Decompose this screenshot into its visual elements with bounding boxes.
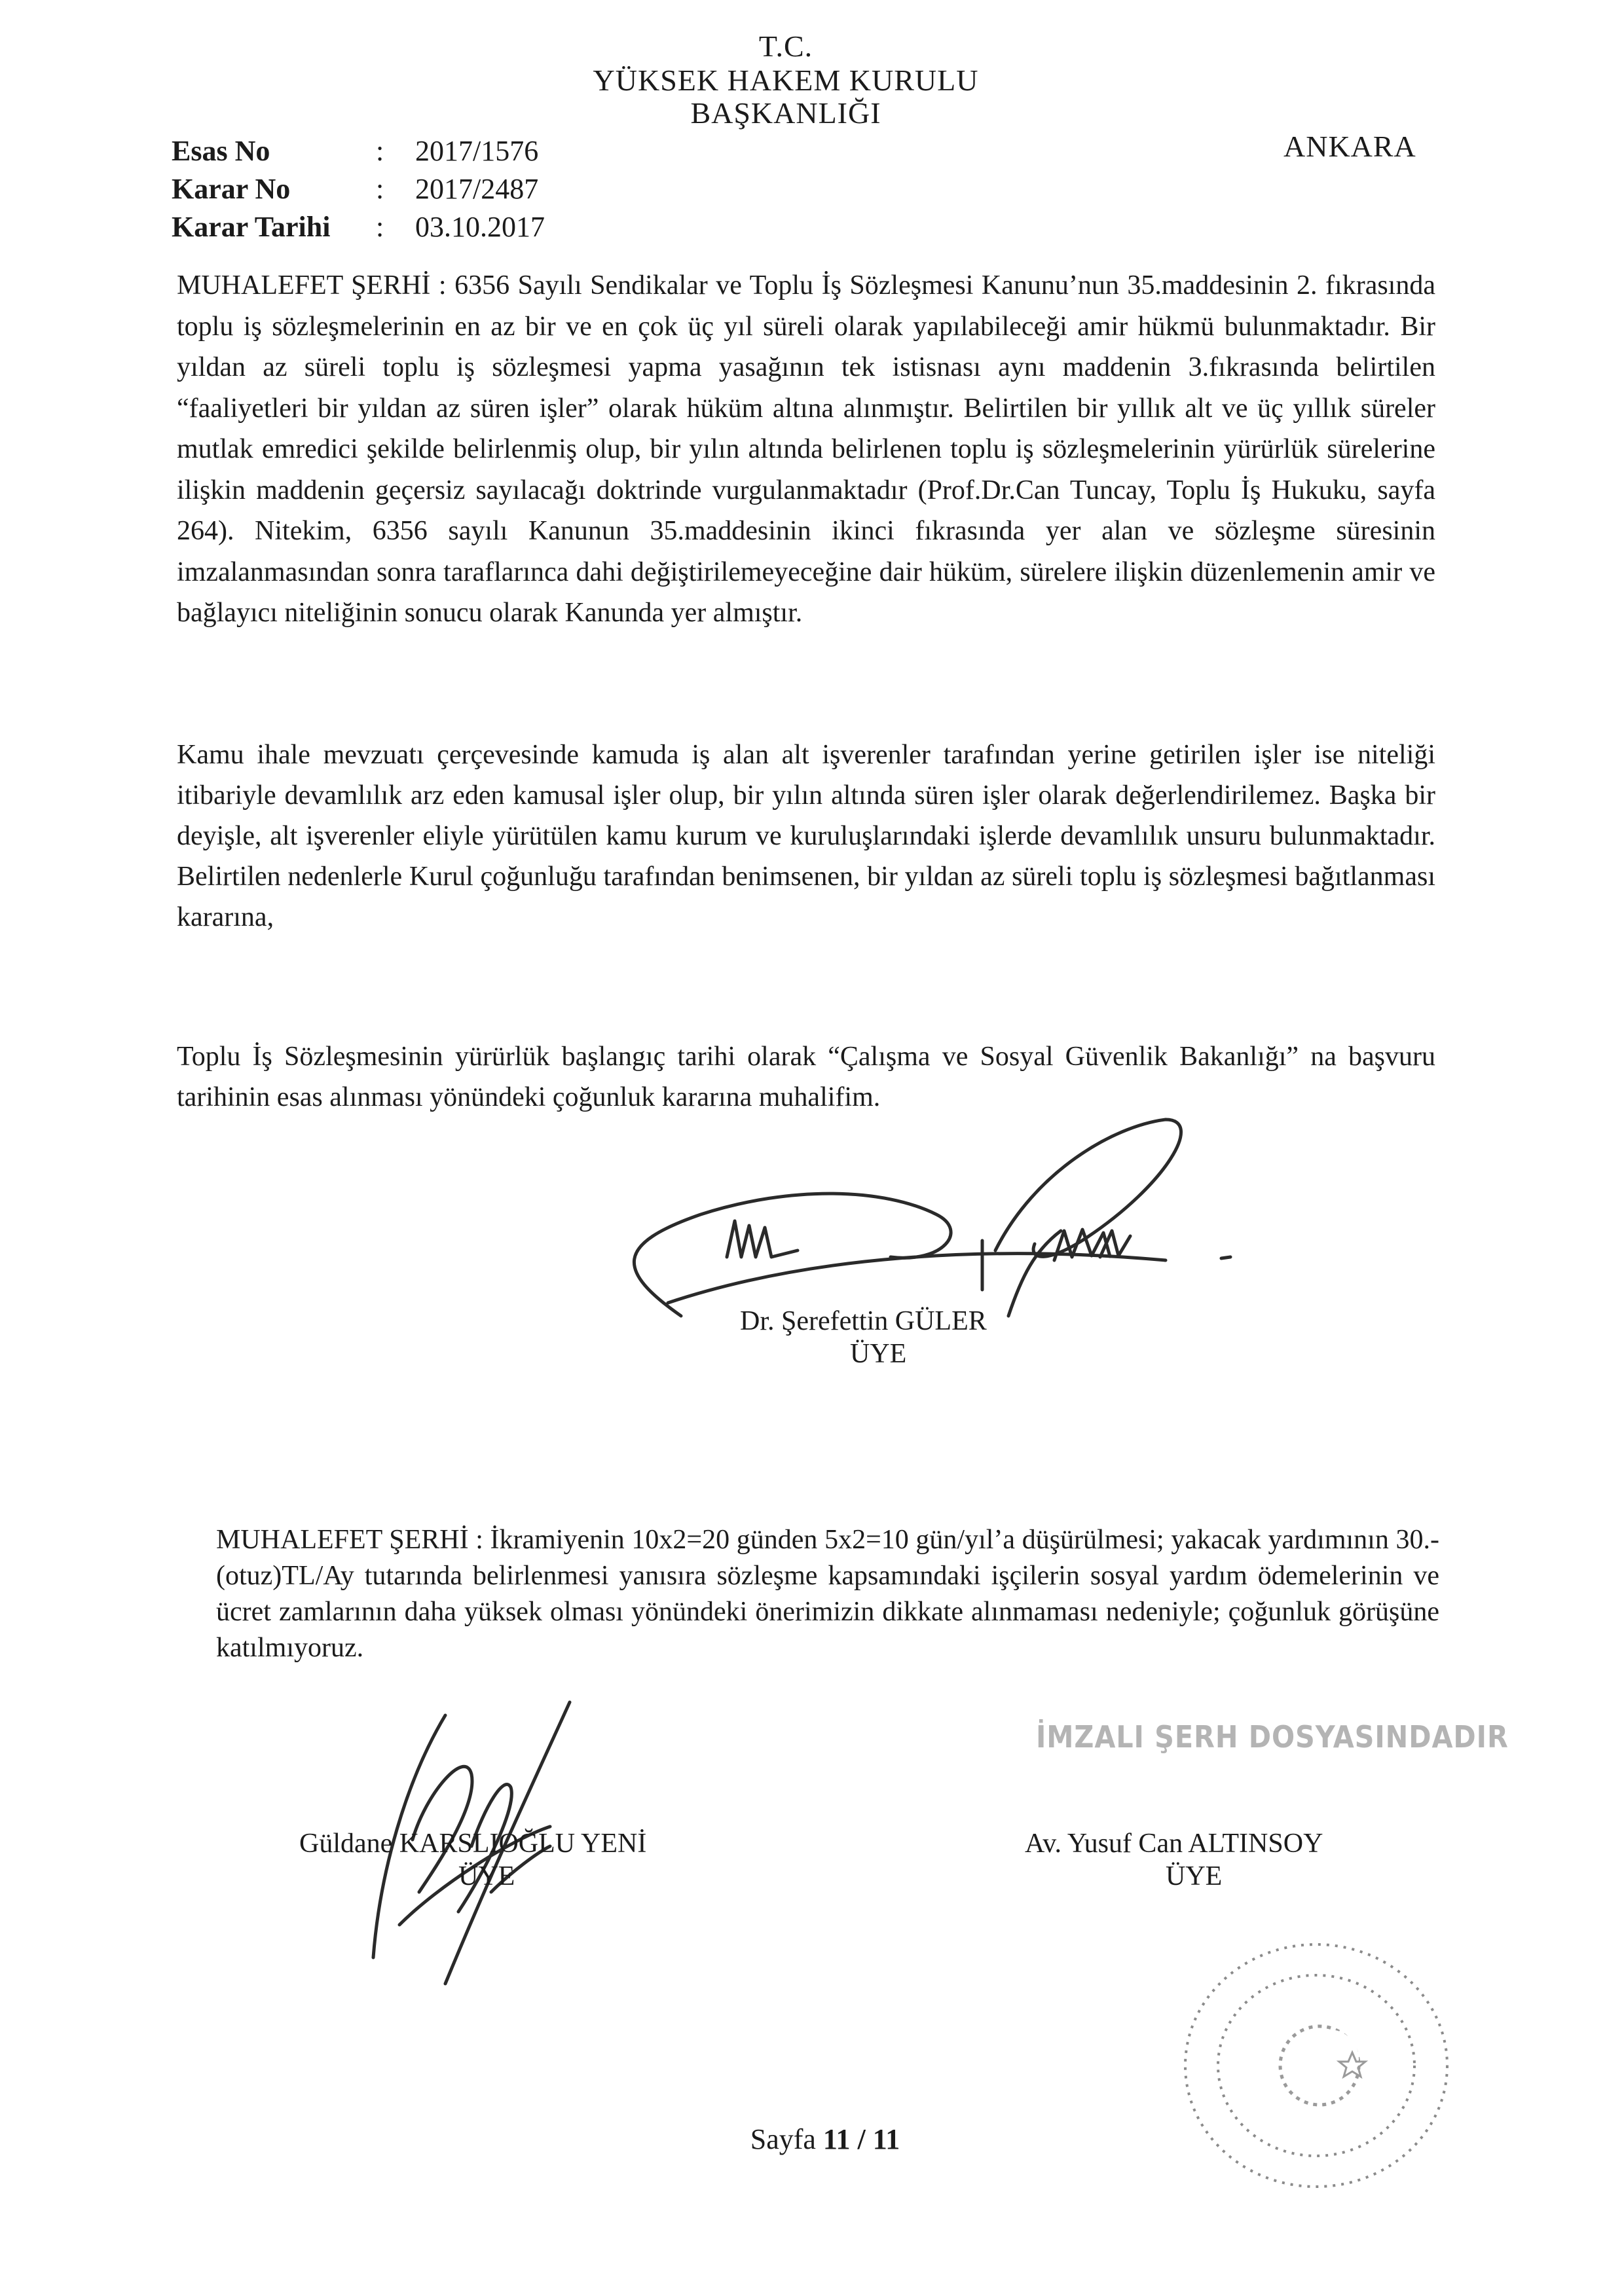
signatory-name-guler: Dr. Şerefettin GÜLER: [740, 1306, 987, 1336]
header-presidency: BAŞKANLIĞI: [690, 96, 881, 130]
signatory-name-karslioglu: Güldane KARSLIOĞLU YENİ: [299, 1829, 647, 1859]
dissent-paragraph-3: Toplu İş Sözleşmesinin yürürlük başlangıç tarihi olarak “Çalışma ve Sosyal Güvenlik Bakanlığı” na başvuru tarihinin esas alınması yönündeki çoğunluk kararına muhalifim.: [177, 1042, 1435, 1112]
meta-value: 03.10.2017: [415, 211, 545, 243]
signatory-name-altinsoy: Av. Yusuf Can ALTINSOY: [1025, 1829, 1323, 1859]
meta-label: Karar Tarihi: [172, 211, 331, 243]
page-number-value: 11 / 11: [822, 2123, 900, 2155]
meta-label: Esas No: [172, 135, 270, 167]
signatory-title-karslioglu: ÜYE: [458, 1861, 515, 1891]
meta-separator: :: [376, 135, 384, 167]
meta-label: Karar No: [172, 173, 291, 205]
meta-separator: :: [376, 211, 384, 243]
meta-value: 2017/1576: [415, 135, 539, 167]
dissent-paragraph-4: MUHALEFET ŞERHİ : İkramiyenin 10x2=20 günden 5x2=10 gün/yıl’a düşürülmesi; yakacak yardımının 30.-(otuz)TL/Ay tutarında belirlenmesi yanısıra sözleşme kapsamındaki işçilerin sosyal yardım ödemelerinin ve ücret zamlarının daha yüksek olması yönündeki önerimizin dikkate alınmaması nedeniyle; çoğunluk görüşüne katılmıyoruz.: [216, 1525, 1439, 1663]
signatory-title-guler: ÜYE: [850, 1339, 907, 1369]
meta-value: 2017/2487: [415, 173, 539, 205]
signed-dissent-stamp: İMZALI ŞERH DOSYASINDADIR: [1036, 1719, 1509, 1755]
meta-separator: :: [376, 173, 384, 205]
page-number-prefix: Sayfa: [750, 2123, 816, 2155]
dissent-paragraph-2: Kamu ihale mevzuatı çerçevesinde kamuda iş alan alt işverenler tarafından yerine getirilen işler ise niteliği itibariyle devamlılık arz eden kamusal işler olup, bir yılın altında süren işler olarak değerlendirilemez. Başka bir deyişle, alt işverenler eliyle yürütülen kamu kurum ve kuruluşlarındaki işlerde devamlılık unsuru bulunmaktadır. Belirtilen nedenlerle Kurul çoğunluğu tarafından benimsenen, bir yıldan az süreli toplu iş sözleşmesi bağıtlanması kararına,: [177, 740, 1435, 932]
header-institution: YÜKSEK HAKEM KURULU: [593, 64, 979, 97]
header-tc: T.C.: [758, 29, 813, 63]
page-number: [694, 2123, 956, 2156]
dissent-paragraph-1: MUHALEFET ŞERHİ : 6356 Sayılı Sendikalar ve Toplu İş Sözleşmesi Kanunu’nun 35.maddesinin 2. fıkrasında toplu iş sözleşmelerinin en az bir ve en çok üç yıl süreli olarak yapılabileceği amir hükmü bulunmaktadır. Bir yıldan az süreli toplu iş sözleşmesi yapma yasağının tek istisnası aynı maddenin 3.fıkrasında belirtilen “faaliyetleri bir yıldan az süren işler” olarak hüküm altına alınmıştır. Belirtilen bir yıllık alt ve üç yıllık süreler mutlak emredici şekilde belirlenmiş olup, bir yılın altında belirlenen toplu iş sözleşmelerinin yürürlük sürelerine ilişkin maddenin geçersiz sayılacağı doktrinde vurgulanmaktadır (Prof.Dr.Can Tuncay, Toplu İş Hukuku, sayfa 264). Nitekim, 6356 sayılı Kanunun 35.maddesinin ikinci fıkrasında yer alan ve sözleşme süresinin imzalanmasından sonra taraflarınca dahi değiştirilemeyeceğine dair hüküm, sürelere ilişkin düzenlemenin amir ve bağlayıcı niteliğinin sonucu olarak Kanunda yer almıştır.: [177, 270, 1435, 628]
official-seal-icon: [1166, 1928, 1467, 2203]
header-city: ANKARA: [1283, 130, 1416, 163]
signatory-title-altinsoy: ÜYE: [1166, 1861, 1223, 1891]
